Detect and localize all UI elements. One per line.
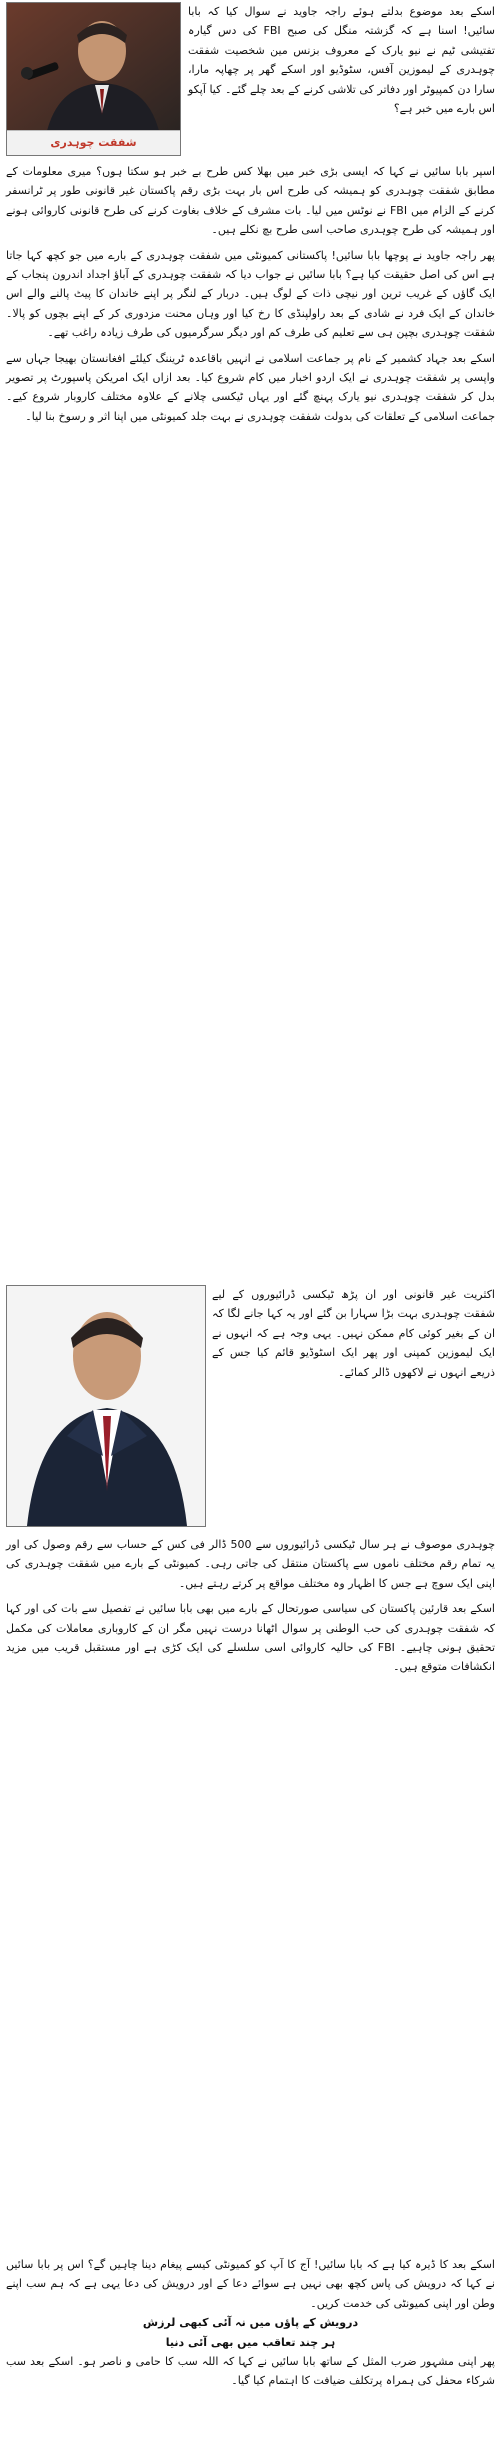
paragraph: اسپر بابا سائیں نے کہا کہ ایسی بڑی خبر میں بھلا کس طرح بے خبر ہو سکتا ہوں؟ میری معلومات کے مطابق شفقت چوہدری کو ہمیشہ کی طرح اس بار بہت بڑی رقم پاکستان غیر قانونی طور پر ٹرانسفر کرنے کے الزام میں FBI نے نوٹس میں لیا۔ بات مشرف کے خلاف بغاوت کرنے کی طرح قانونی کاروائی ہونے اور ہمیشہ کی طرح چوہدری صاحب اسی طرح بچ نکلے ہیں۔ [6,165,495,237]
paragraph: چوہدری موصوف نے ہر سال ٹیکسی ڈرائیوروں سے 500 ڈالر فی کس کے حساب سے رقم وصول کی اور یہ تمام رقم مختلف ناموں سے پاکستان منتقل کی جاتی رہی۔ کمیونٹی کے بارے میں شفقت چوہدری کی اپنی ایک سوچ ہے جس کا اظہار وہ مختلف مواقع پر کرتے رہتے ہیں۔ [6,1538,496,1590]
author-photo-middle [6,1285,206,1527]
paragraph: پھر راجہ جاوید نے پوچھا بابا سائیں! پاکستانی کمیونٹی میں شفقت چوہدری کے بارے میں جو کچھ کہا جاتا ہے اس کی اصل حقیقت کیا ہے؟ بابا سائیں نے جواب دیا کہ شفقت چوہدری کے آباؤ اجداد اندرون پنجاب کے ایک گاؤں کے غریب ترین اور نیچی ذات کے لوگ ہیں۔ دربار کے لنگر پر اپنے خاندان کا پیٹ پالنے والے اس خاندان کے ایک فرد نے شادی کے بعد راولپنڈی کا رخ کیا اور وہاں محنت مزدوری کر کے اپنے بچوں کو پالا۔ شفقت چوہدری بچپن ہی سے تعلیم کی طرف کم اور دیگر سرگرمیوں کی طرف زیادہ راغب تھے۔ [6,248,495,340]
paragraph: اسکے بعد کا ڈیرہ کیا ہے کہ بابا سائیں! آج کا آپ کو کمیونٹی کیسے پیغام دینا چاہیں گے؟ اس پر بابا سائیں نے کہا کہ درویش کی پاس کچھ بھی نہیں ہے سوائے دعا کے اور درویش کی دعا یہی ہے کہ ہم سب اپنے وطن اور اپنی کمیونٹی کی خدمت کریں۔ [6,2258,495,2310]
author-photo-top [6,2,181,156]
article-text-block-1 [188,2,495,118]
paragraph: اسکے بعد موضوع بدلتے ہوئے راجہ جاوید نے سوال کیا کہ بابا سائیں! اسنا ہے کہ گزشتہ منگل کی صبح FBI کی دس گیارہ تفتیشی ٹیم نے نیو یارک کے معروف بزنس مین شخصیت شفقت چوہدری کے لیموزین آفس، سٹوڈیو اور اسکے گھر پر چھاپہ مارا، سارا دن کمپیوٹر اور دفاتر کی تلاشی کرنے کے بعد چلے گئے۔ کیا آپکو اس بارے میں خبر ہے؟ [188,5,495,116]
article-text-block-2 [6,162,495,426]
article-text-block-3 [212,1285,495,1382]
article-text-block-4 [6,1535,495,1677]
paragraph: اسکے بعد قارئین پاکستان کی سیاسی صورتحال کے بارے میں بھی بابا سائیں نے تفصیل سے بات کی اور کہا کہ شفقت چوہدری کی حب الوطنی پر سوال اٹھانا درست نہیں مگر ان کے کاروباری معاملات کی مکمل تحقیق ہونی چاہیے۔ FBI کی حالیہ کاروائی اسی سلسلے کی ایک کڑی ہے اور مستقبل قریب میں مزید انکشافات متوقع ہیں۔ [6,1602,495,1674]
article-text-block-5 [6,2255,495,2391]
portrait-image [7,1286,205,1526]
paragraph: اسکے بعد جہاد کشمیر کے نام پر جماعت اسلامی نے انہیں باقاعدہ ٹریننگ کیلئے افغانستان بھیجا جہاں سے واپسی پر شفقت چوہدری نے ایک اردو اخبار میں کام شروع کیا۔ بعد ازاں ایک امریکن پاسپورٹ پر تصویر بدل کر شفقت چوہدری نیو یارک پہنچ گئے اور یہاں ٹیکسی چلانے کے علاوہ مختلف کاروبار شروع کیے۔ جماعت اسلامی کے تعلقات کی بدولت شفقت چوہدری نے بہت جلد کمیونٹی میں اپنا اثر و رسوخ بنا لیا۔ [6,351,495,423]
photo-caption: شفقت چوہدری [7,130,180,155]
paragraph: اکثریت غیر قانونی اور ان پڑھ ٹیکسی ڈرائیوروں کے لیے شفقت چوہدری بہت بڑا سہارا بن گئے اور یہ کہا جانے لگا کہ ان کے بغیر کوئی کام ممکن نہیں۔ یہی وجہ ہے کہ انہوں نے ایک لیموزین کمپنی اور پھر ایک اسٹوڈیو قائم کیا جس کے ذریعے انہوں نے لاکھوں ڈالر کمائے۔ [212,1288,495,1379]
verse-line: درویش کے پاؤں میں نہ آئی کبھی لرزش [142,2316,359,2330]
verse-line: ہر چند تعاقب میں بھی آئی دنیا [165,2335,336,2349]
paragraph: پھر اپنی مشہور ضرب المثل کے ساتھ بابا سائیں نے کہا کہ اللہ سب کا حامی و ناصر ہو۔ اسکے بعد سب شرکاء محفل کی ہمراہ پرتکلف ضیافت کا اہتمام کیا گیا۔ [6,2355,495,2388]
portrait-image [7,3,180,131]
